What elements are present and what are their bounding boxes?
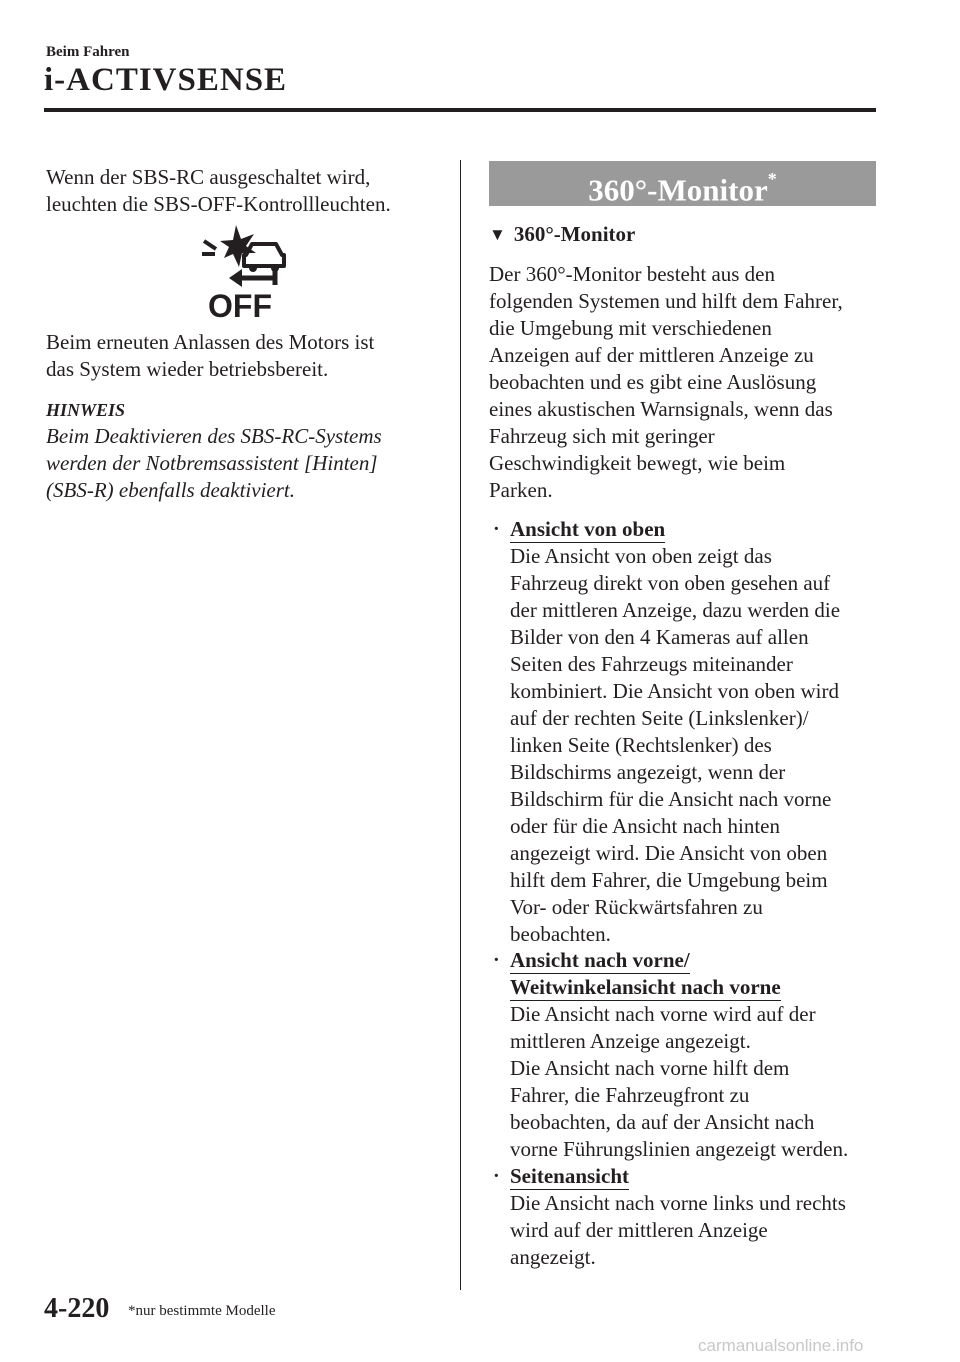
- section-banner: 360°-Monitor*: [489, 161, 876, 206]
- item-heading-front-view: Ansicht nach vorne/ Weitwinkelansicht nach vorne: [510, 948, 781, 999]
- watermark: carmanualsonline.info: [698, 1336, 864, 1355]
- footnote: *nur bestimmte Modelle: [128, 1303, 276, 1319]
- header-rule: [44, 108, 876, 112]
- subsection-heading: ▼ 360°-Monitor: [489, 222, 636, 246]
- bullet-marker: ·: [493, 1165, 500, 1187]
- section-label: Beim Fahren: [46, 44, 130, 60]
- intro-paragraph: Der 360°-Monitor besteht aus den folgenden Systemen und hilft dem Fahrer, die Umgebung mit verschiedenen Anzeigen auf der mittleren Anzeige zu beobachten und es gibt eine Auslösung eines akustischen Warnsignals, wenn das Fahrzeug sich mit geringer Geschwindigkeit bewegt, wie beim Parken.: [489, 262, 843, 502]
- svg-text:OFF: OFF: [208, 288, 272, 319]
- bullet-marker: ·: [493, 518, 500, 540]
- note-label: HINWEIS: [46, 400, 126, 420]
- bullet-marker: ·: [493, 949, 500, 971]
- column-divider: [460, 160, 461, 1290]
- off-paragraph: Wenn der SBS-RC ausgeschaltet wird, leuchten die SBS-OFF-Kontrollleuchten.: [46, 165, 391, 216]
- item-heading-top-view: Ansicht von oben: [510, 517, 666, 541]
- optional-equipment-mark: *: [767, 169, 777, 189]
- triangle-marker-icon: ▼: [489, 225, 506, 244]
- page-number: 4-220: [44, 1293, 110, 1324]
- item-heading-side-view: Seitenansicht: [510, 1164, 630, 1188]
- item-body-side-view: Die Ansicht nach vorne links und rechts wird auf der mittleren Anzeige angezeigt.: [510, 1191, 846, 1269]
- item-body-front-view: Die Ansicht nach vorne wird auf der mittleren Anzeige angezeigt. Die Ansicht nach vorne hilft dem Fahrer, die Fahrzeugfront zu beobachten, da auf der Ansicht nach vorne Führungslinien angezeigt werden.: [510, 1002, 849, 1161]
- restart-paragraph: Beim erneuten Anlassen des Motors ist das System wieder betriebsbereit.: [46, 330, 375, 381]
- sbs-rc-off-warning-icon: [196, 223, 288, 319]
- note-text: Beim Deaktivieren des SBS-RC-Systems werden der Notbremsassistent [Hinten] (SBS-R) ebenfalls deaktiviert.: [46, 424, 382, 502]
- item-body-top-view: Die Ansicht von oben zeigt das Fahrzeug direkt von oben gesehen auf der mittleren Anzeige, dazu werden die Bilder von den 4 Kameras auf allen Seiten des Fahrzeugs miteinander kombiniert. Die Ansicht von oben wird auf der rechten Seite (Linkslenker)/ linken Seite (Rechtslenker) des Bildschirms angezeigt, wenn der Bildschirm für die Ansicht nach vorne oder für die Ansicht nach hinten angezeigt wird. Die Ansicht von oben hilft dem Fahrer, die Umgebung beim Vor- oder Rückwärtsfahren zu beobachten.: [510, 544, 841, 946]
- chapter-title: i-ACTIVSENSE: [44, 62, 288, 98]
